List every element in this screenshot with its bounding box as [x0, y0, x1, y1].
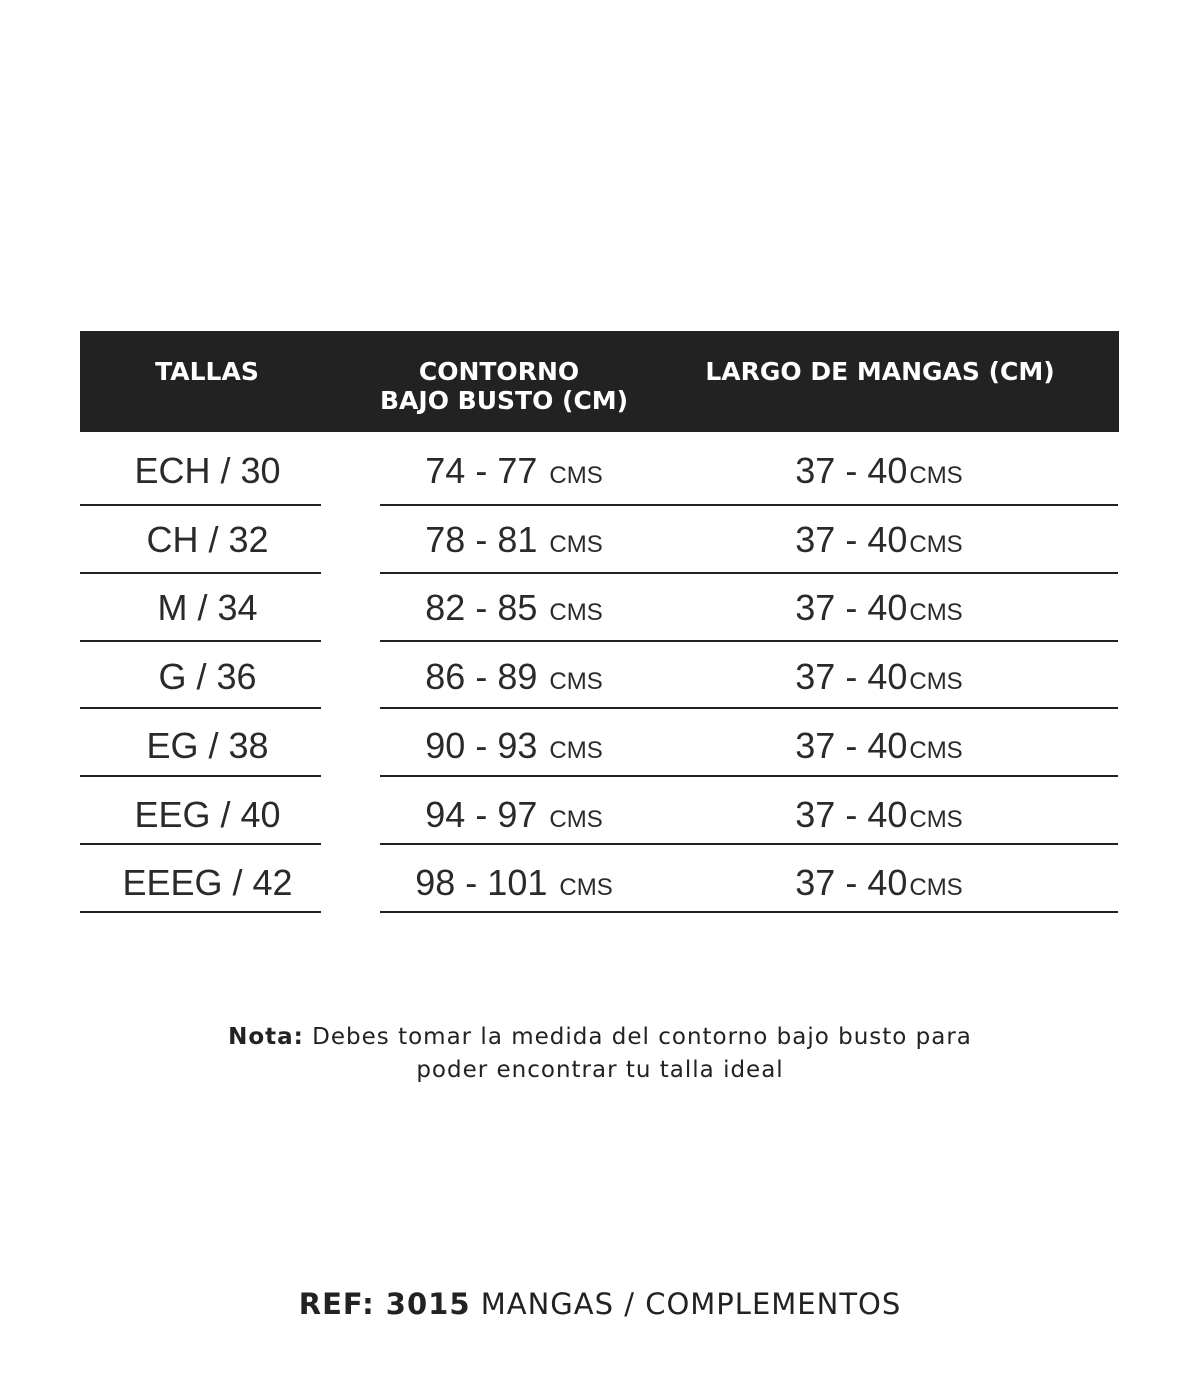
unit-label: CMS: [909, 668, 963, 695]
talla-cell: M / 34: [157, 587, 258, 628]
unit-label: CMS: [549, 806, 603, 833]
contorno-value: 90 - 93: [425, 725, 538, 766]
mangas-value: 37 - 40: [795, 450, 908, 491]
note-label: Nota:: [228, 1024, 304, 1050]
mangas-value: 37 - 40: [795, 862, 908, 903]
contorno-cell: [380, 574, 648, 642]
reference-footer: [0, 1284, 1200, 1324]
unit-label: CMS: [549, 462, 603, 489]
unit-label: CMS: [909, 806, 963, 833]
row-divider: [380, 911, 1118, 913]
header-contorno-line1: CONTORNO: [418, 357, 580, 386]
table-row: [0, 506, 1200, 574]
contorno-cell: [380, 506, 648, 574]
table-row: [0, 712, 1200, 780]
ref-label: REF: 3015: [298, 1287, 471, 1321]
contorno-value: 86 - 89: [425, 656, 538, 697]
note-text-line2: poder encontrar tu talla ideal: [416, 1057, 784, 1083]
header-largo-mangas: LARGO DE MANGAS (CM): [705, 357, 1055, 386]
contorno-cell: [380, 849, 648, 917]
unit-label: CMS: [909, 531, 963, 558]
mangas-cell: [700, 437, 1058, 505]
contorno-value: 82 - 85: [425, 587, 538, 628]
row-divider: [380, 843, 1118, 845]
unit-label: CMS: [549, 668, 603, 695]
note-text-line1: Debes tomar la medida del contorno bajo busto para: [312, 1024, 972, 1050]
mangas-value: 37 - 40: [795, 656, 908, 697]
unit-label: CMS: [909, 599, 963, 626]
table-row: [0, 849, 1200, 917]
contorno-cell: [380, 712, 648, 780]
contorno-cell: [380, 643, 648, 711]
row-divider: [80, 911, 321, 913]
note-line1: [0, 1021, 1200, 1054]
unit-label: CMS: [549, 599, 603, 626]
talla-cell: G / 36: [158, 656, 257, 697]
mangas-cell: [700, 712, 1058, 780]
talla-cell: ECH / 30: [134, 450, 281, 491]
unit-label: CMS: [549, 737, 603, 764]
unit-label: CMS: [909, 874, 963, 901]
unit-label: CMS: [559, 874, 613, 901]
mangas-value: 37 - 40: [795, 725, 908, 766]
table-row: [0, 643, 1200, 711]
table-row: [0, 437, 1200, 505]
contorno-value: 74 - 77: [425, 450, 538, 491]
mangas-cell: [700, 506, 1058, 574]
row-divider: [380, 707, 1118, 709]
header-contorno-line2: BAJO BUSTO (CM): [380, 386, 629, 415]
talla-cell: EEG / 40: [134, 794, 281, 835]
talla-cell: EEEG / 42: [122, 862, 293, 903]
mangas-cell: [700, 849, 1058, 917]
header-tallas: TALLAS: [155, 357, 259, 386]
unit-label: CMS: [909, 462, 963, 489]
row-divider: [80, 843, 321, 845]
mangas-value: 37 - 40: [795, 794, 908, 835]
row-divider: [380, 775, 1118, 777]
mangas-value: 37 - 40: [795, 519, 908, 560]
table-header: [80, 331, 1119, 432]
table-row: [0, 781, 1200, 849]
table-row: [0, 574, 1200, 642]
contorno-cell: [380, 781, 648, 849]
row-divider: [380, 640, 1118, 642]
mangas-cell: [700, 781, 1058, 849]
mangas-cell: [700, 643, 1058, 711]
unit-label: CMS: [549, 531, 603, 558]
contorno-value: 94 - 97: [425, 794, 538, 835]
ref-text: MANGAS / COMPLEMENTOS: [480, 1287, 902, 1321]
row-divider: [80, 707, 321, 709]
contorno-value: 98 - 101: [415, 862, 548, 903]
talla-cell: EG / 38: [146, 725, 269, 766]
row-divider: [80, 640, 321, 642]
mangas-cell: [700, 574, 1058, 642]
contorno-value: 78 - 81: [425, 519, 538, 560]
row-divider: [80, 775, 321, 777]
mangas-value: 37 - 40: [795, 587, 908, 628]
unit-label: CMS: [909, 737, 963, 764]
contorno-cell: [380, 437, 648, 505]
header-contorno: [380, 357, 629, 415]
note: [0, 1021, 1200, 1087]
talla-cell: CH / 32: [146, 519, 269, 560]
